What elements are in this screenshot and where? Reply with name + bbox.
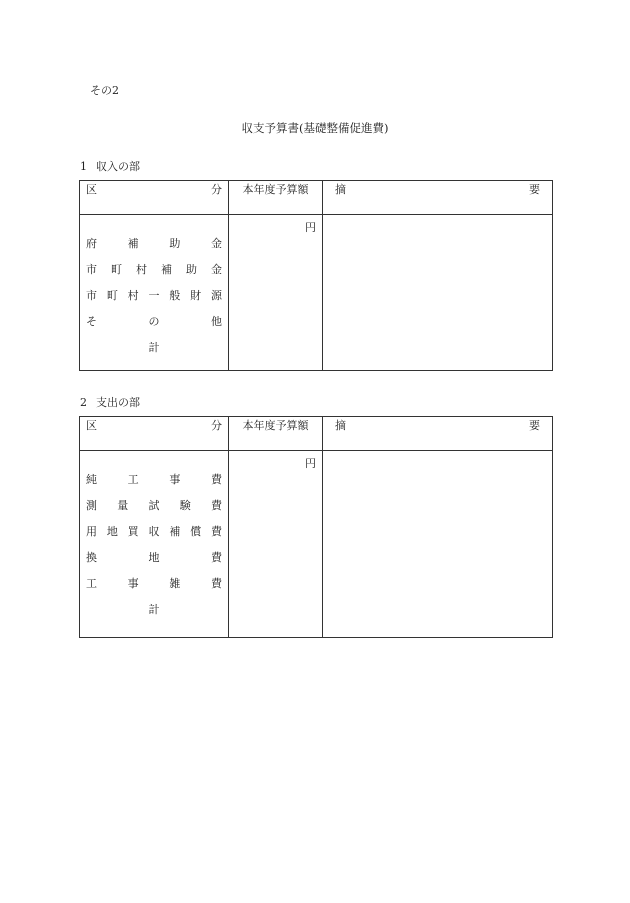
- remarks-header-right: 要: [529, 419, 540, 432]
- section-title: 支出の部: [96, 396, 140, 409]
- category-items: [80, 451, 228, 625]
- list-item: [86, 577, 222, 603]
- item-char: の: [148, 315, 160, 328]
- amount-header: 本年度予算額: [229, 181, 323, 215]
- item-char: 事: [127, 577, 139, 590]
- item-char: 量: [117, 499, 129, 512]
- table-header-row: [80, 181, 553, 215]
- total-label: 計: [148, 341, 160, 354]
- remarks-header-left: 摘: [335, 183, 346, 196]
- remarks-cell: [323, 215, 553, 371]
- item-char: 雑: [169, 577, 181, 590]
- item-char: 試: [148, 499, 160, 512]
- list-item: [86, 499, 222, 525]
- category-header: [80, 417, 229, 451]
- item-char: 費: [210, 525, 222, 538]
- category-items: [80, 215, 228, 363]
- section-heading-expenditure: [80, 394, 140, 410]
- category-cell: [80, 215, 229, 371]
- remarks-header-right: 要: [529, 183, 540, 196]
- list-item: [86, 525, 222, 551]
- item-char: 工: [127, 473, 139, 486]
- income-table: [79, 180, 553, 371]
- list-item: [86, 263, 222, 289]
- item-char: 補: [169, 525, 181, 538]
- section-number: 2: [80, 396, 87, 409]
- category-header-left: 区: [86, 419, 97, 432]
- list-item: [86, 551, 222, 577]
- table-body-row: [80, 451, 553, 638]
- item-char: 測: [86, 499, 97, 512]
- item-char: 用: [86, 525, 97, 538]
- list-item: [86, 473, 222, 499]
- category-cell: [80, 451, 229, 638]
- amount-header: 本年度予算額: [229, 417, 323, 451]
- expenditure-table: [79, 416, 553, 638]
- section-number: 1: [80, 160, 87, 173]
- item-char: 財: [190, 289, 202, 302]
- remarks-header: [323, 181, 553, 215]
- item-char: 他: [211, 315, 222, 328]
- table-body-row: [80, 215, 553, 371]
- list-item: [86, 315, 222, 341]
- amount-cell: [229, 451, 323, 638]
- item-char: 金: [210, 237, 222, 250]
- list-item: [86, 237, 222, 263]
- item-char: 収: [148, 525, 160, 538]
- item-char: 費: [210, 473, 222, 486]
- list-item: [86, 289, 222, 315]
- item-char: 町: [111, 263, 122, 276]
- item-char: 験: [179, 499, 191, 512]
- item-char: 町: [106, 289, 118, 302]
- item-char: 一: [148, 289, 160, 302]
- total-label: 計: [148, 603, 160, 616]
- remarks-header-left: 摘: [335, 419, 346, 432]
- item-char: 地: [148, 551, 160, 564]
- item-char: 補: [161, 263, 172, 276]
- document-title: 収支予算書(基礎整備促進費): [241, 121, 389, 135]
- unit-label: 円: [305, 457, 316, 470]
- item-char: 工: [86, 577, 97, 590]
- item-char: 事: [169, 473, 181, 486]
- item-char: 源: [210, 289, 222, 302]
- amount-cell: [229, 215, 323, 371]
- item-char: 費: [211, 551, 222, 564]
- remarks-header: [323, 417, 553, 451]
- item-char: 費: [211, 499, 222, 512]
- item-char: そ: [86, 315, 97, 328]
- item-char: 地: [106, 525, 118, 538]
- item-char: 般: [169, 289, 181, 302]
- category-header-left: 区: [86, 183, 97, 196]
- item-char: 費: [210, 577, 222, 590]
- item-char: 市: [86, 289, 97, 302]
- category-header: [80, 181, 229, 215]
- item-char: 補: [127, 237, 139, 250]
- remarks-cell: [323, 451, 553, 638]
- section-heading-income: [80, 158, 140, 174]
- item-char: 換: [86, 551, 97, 564]
- item-char: 市: [86, 263, 97, 276]
- item-char: 償: [190, 525, 202, 538]
- item-char: 純: [86, 473, 97, 486]
- category-header-right: 分: [211, 419, 222, 432]
- item-char: 助: [169, 237, 181, 250]
- category-header-right: 分: [211, 183, 222, 196]
- section-title: 収入の部: [96, 160, 140, 173]
- table-header-row: [80, 417, 553, 451]
- item-char: 村: [127, 289, 139, 302]
- page-label: その2: [90, 84, 119, 97]
- item-char: 村: [136, 263, 147, 276]
- item-char: 買: [127, 525, 139, 538]
- item-char: 金: [211, 263, 222, 276]
- item-char: 助: [186, 263, 197, 276]
- item-char: 府: [86, 237, 97, 250]
- unit-label: 円: [305, 221, 316, 234]
